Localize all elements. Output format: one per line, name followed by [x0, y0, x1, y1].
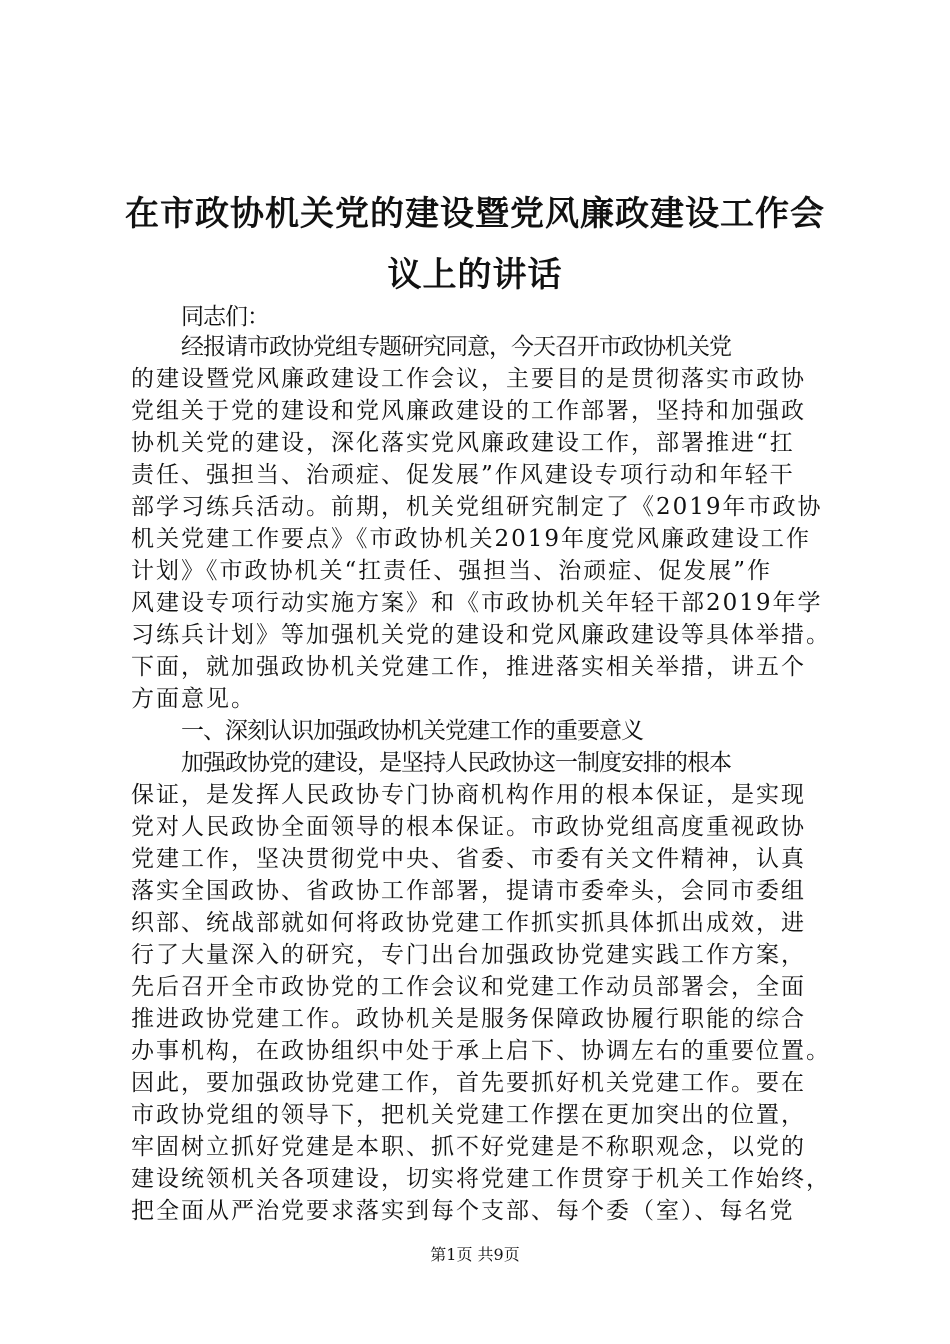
paragraph-line: 协机关党的建设，深化落实党风廉政建设工作，部署推进“扛: [131, 430, 795, 456]
section-heading: 一、深刻认识加强政协机关党建工作的重要意义: [181, 718, 643, 744]
paragraph-line: 部学习练兵活动。前期，机关党组研究制定了《2019年市政协: [131, 494, 823, 520]
document-title-line-1: 在市政协机关党的建设暨党风廉政建设工作会: [125, 194, 825, 234]
paragraph-line: 习练兵计划》等加强机关党的建设和党风廉政建设等具体举措。: [131, 622, 831, 648]
salutation: 同志们：: [181, 304, 269, 330]
document-title-line-2: 议上的讲话: [387, 255, 563, 295]
paragraph-line: 建设统领机关各项建设，切实将党建工作贯穿于机关工作始终，: [131, 1166, 831, 1192]
paragraph-line: 党组关于党的建设和党风廉政建设的工作部署，坚持和加强政: [131, 398, 806, 424]
paragraph-line: 下面，就加强政协机关党建工作，推进落实相关举措，讲五个: [131, 654, 806, 680]
paragraph-line: 计划》《市政协机关“扛责任、强担当、治顽症、促发展”作: [131, 558, 773, 584]
paragraph-line: 经报请市政协党组专题研究同意，今天召开市政协机关党: [181, 334, 731, 360]
paragraph-line: 先后召开全市政协党的工作会议和党建工作动员部署会，全面: [131, 974, 806, 1000]
paragraph-line: 党建工作，坚决贯彻党中央、省委、市委有关文件精神，认真: [131, 846, 806, 872]
paragraph-line: 市政协党组的领导下，把机关党建工作摆在更加突出的位置，: [131, 1102, 806, 1128]
paragraph-line: 织部、统战部就如何将政协党建工作抓实抓具体抓出成效，进: [131, 910, 806, 936]
paragraph-line: 办事机构，在政协组织中处于承上启下、协调左右的重要位置。: [131, 1038, 831, 1064]
paragraph-line: 牢固树立抓好党建是本职、抓不好党建是不称职观念，以党的: [131, 1134, 806, 1160]
paragraph-line: 落实全国政协、省政协工作部署，提请市委牵头，会同市委组: [131, 878, 806, 904]
paragraph-line: 保证，是发挥人民政协专门协商机构作用的根本保证，是实现: [131, 782, 806, 808]
paragraph-line: 的建设暨党风廉政建设工作会议，主要目的是贯彻落实市政协: [131, 366, 806, 392]
paragraph-line: 加强政协党的建设，是坚持人民政协这一制度安排的根本: [181, 750, 731, 776]
paragraph-line: 党对人民政协全面领导的根本保证。市政协党组高度重视政协: [131, 814, 806, 840]
paragraph-line: 因此，要加强政协党建工作，首先要抓好机关党建工作。要在: [131, 1070, 806, 1096]
paragraph-line: 行了大量深入的研究，专门出台加强政协党建实践工作方案，: [131, 942, 806, 968]
paragraph-line: 风建设专项行动实施方案》和《市政协机关年轻干部2019年学: [131, 590, 823, 616]
paragraph-line: 机关党建工作要点》《市政协机关2019年度党风廉政建设工作: [131, 526, 812, 552]
paragraph-line: 责任、强担当、治顽症、促发展”作风建设专项行动和年轻干: [131, 462, 795, 488]
page-footer: 第1页 共9页: [430, 1245, 520, 1264]
paragraph-line: 推进政协党建工作。政协机关是服务保障政协履行职能的综合: [131, 1006, 806, 1032]
paragraph-line: 把全面从严治党要求落实到每个支部、每个委（室）、每名党: [131, 1198, 795, 1224]
paragraph-line: 方面意见。: [131, 686, 256, 712]
